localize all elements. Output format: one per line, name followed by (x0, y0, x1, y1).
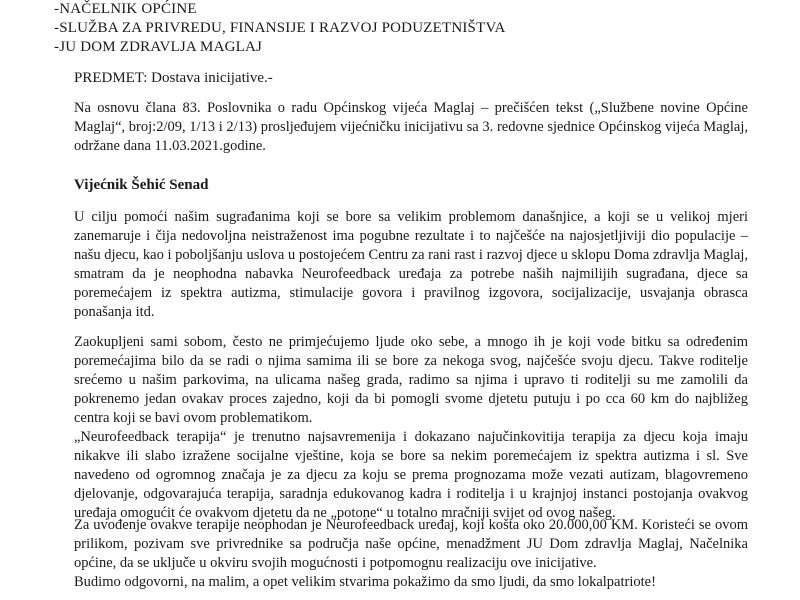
councillor-heading: Vijećnik Šehić Senad (74, 177, 209, 193)
paragraph-text: U cilju pomoći našim sugrađanima koji se bore sa velikim problemom današnjice, a koji se u velikoj mjeri zanemaruje i čija nedovoljna neistraženost ima pogubne rezultate i to najčešće na najosjetljiviji dio populacije – našu djecu, kao i poboljšanju uslova u postojećem Centru za rani rast i razvoj djece u sklopu Doma zdravlja Maglaj, smatram da je neophodna nabavka Neurofeedback uređaja za potrebe naših najmilijih sugrađana, djece sa poremećajem iz spektra autizma, stimulacije govora i pravilnog izgovora, socijalizacije, usvajanja obrasca ponašanja itd. (74, 209, 748, 320)
body-paragraph-3 (74, 428, 748, 523)
body-paragraph-4 (74, 516, 748, 592)
body-paragraph-1 (74, 208, 748, 322)
paragraph-text: Zaokupljeni sami sobom, često ne primjećujemo ljude oko sebe, a mnogo ih je koji vode bitku sa određenim poremećajima bilo da se radi o njima samima ili se bore za nekoga svog, najčešće svoju djecu. Takve roditelje srećemo u našim parkovima, na ulicama našeg grada, radimo sa njima i upravo ti roditelji su me zamolili da pokrenemo jedan ovakav proces zajedno, koji da bi pomogli svome djetetu putuju i po cca 60 km do najbližeg centra koji se bavi ovom problematikom. (74, 334, 748, 426)
subject-line: PREDMET: Dostava inicijative.- (74, 70, 273, 86)
intro-paragraph (74, 99, 748, 156)
intro-text: Na osnovu člana 83. Poslovnika o radu Općinskog vijeća Maglaj – prečišćen tekst („Službene novine Općine Maglaj“, broj:2/09, 1/13 i 2/13) prosljeđujem vijećničku inicijativu sa 3. redovne sjednice Općinskog vijeća Maglaj, održane dana 11.03.2021.godine. (74, 100, 748, 154)
recipient-health-center: -JU DOM ZDRAVLJA MAGLAJ (54, 39, 263, 55)
recipient-list (54, 0, 506, 57)
closing-text: Budimo odgovorni, na malim, a opet velikim stvarima pokažimo da smo ljudi, da smo lokalpatriote! (74, 574, 656, 590)
recipient-economy-service: -SLUŽBA ZA PRIVREDU, FINANSIJE I RAZVOJ PODUZETNIŠTVA (54, 20, 506, 36)
paragraph-text: Za uvođenje ovakve terapije neophodan je Neurofeedback uređaj, koji košta oko 20.000,00 KM. Koristeći se ovom prilikom, pozivam sve privrednike sa područja naše općine, menadžment JU Dom zdravlja Maglaj, Načelnika općine, da se uključe u okviru svojih mogućnosti i potpomognu realizaciju ove inicijative. (74, 517, 748, 571)
paragraph-text: „Neurofeedback terapija“ je trenutno najsavremenija i dokazano najučinkovitija terapija za djecu koja imaju nikakve ili slabo izražene socijalne vještine, koja se bore sa nekim poremećajem iz spektra autizma i sl. Sve navedeno od ogromnog značaja je za djecu za koju se prema prognozama može vezati autizam, blagovremeno djelovanje, odgovarajuća terapija, saradnja edukovanog kadra i roditelja i u krajnjoj instanci postojanja ovakvog uređaja omogućit će ovakvom djetetu da ne „potone“ u totalno mračniji svijet od ovog našeg. (74, 429, 748, 521)
recipient-mayor: -NAČELNIK OPĆINE (54, 1, 197, 17)
body-paragraph-2 (74, 333, 748, 428)
